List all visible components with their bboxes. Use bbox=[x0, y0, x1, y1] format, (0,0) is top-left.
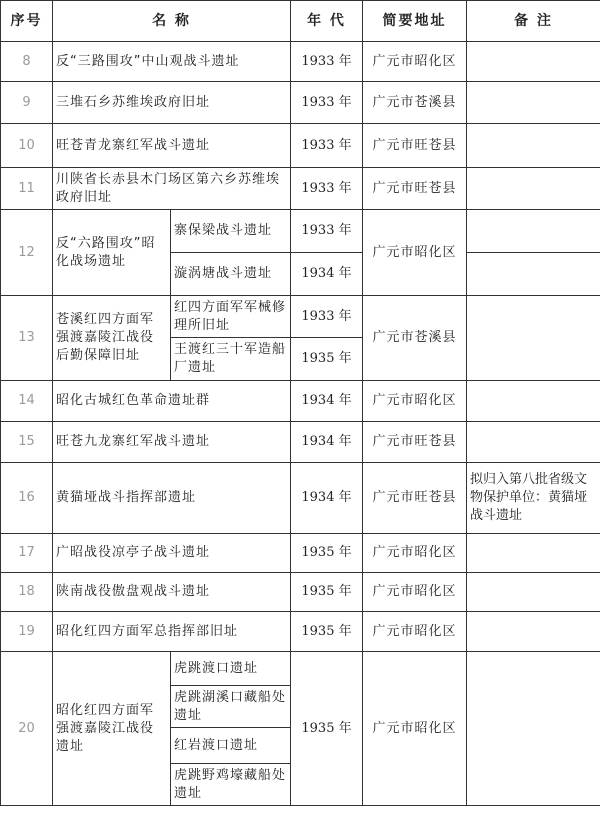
site-address: 广元市昭化区 bbox=[363, 42, 467, 82]
site-remark bbox=[467, 253, 600, 296]
table-row bbox=[1, 573, 600, 612]
table-row bbox=[1, 168, 600, 210]
site-remark bbox=[467, 82, 600, 124]
table-row bbox=[1, 534, 600, 573]
row-number: 13 bbox=[1, 296, 53, 381]
site-year: 1935 年 bbox=[291, 573, 363, 612]
sub-site-year: 1933 年 bbox=[291, 210, 363, 253]
header-year: 年 代 bbox=[291, 1, 363, 42]
table-row bbox=[1, 296, 600, 338]
row-number: 14 bbox=[1, 381, 53, 422]
site-year: 1935 年 bbox=[291, 534, 363, 573]
site-address: 广元市昭化区 bbox=[363, 210, 467, 296]
row-number: 8 bbox=[1, 42, 53, 82]
site-address: 广元市苍溪县 bbox=[363, 296, 467, 381]
row-number: 9 bbox=[1, 82, 53, 124]
site-address: 广元市昭化区 bbox=[363, 381, 467, 422]
table-row bbox=[1, 422, 600, 463]
site-year: 1934 年 bbox=[291, 422, 363, 463]
header-row bbox=[1, 1, 600, 42]
sub-site-name: 王渡红三十军造船厂遗址 bbox=[171, 338, 291, 381]
site-name: 三堆石乡苏维埃政府旧址 bbox=[53, 82, 291, 124]
site-year: 1933 年 bbox=[291, 168, 363, 210]
sub-site-name: 寨保梁战斗遗址 bbox=[171, 210, 291, 253]
site-remark bbox=[467, 652, 600, 806]
site-remark bbox=[467, 612, 600, 652]
site-address: 广元市旺苍县 bbox=[363, 124, 467, 168]
table-row bbox=[1, 210, 600, 253]
table-row bbox=[1, 463, 600, 534]
header-name: 名 称 bbox=[53, 1, 291, 42]
site-name: 反“三路围攻”中山观战斗遗址 bbox=[53, 42, 291, 82]
site-address: 广元市旺苍县 bbox=[363, 168, 467, 210]
site-name: 广昭战役凉亭子战斗遗址 bbox=[53, 534, 291, 573]
table-row bbox=[1, 652, 600, 686]
table-row bbox=[1, 124, 600, 168]
site-remark bbox=[467, 168, 600, 210]
site-name: 黄猫垭战斗指挥部遗址 bbox=[53, 463, 291, 534]
site-address: 广元市昭化区 bbox=[363, 612, 467, 652]
sub-site-name: 红四方面军军械修理所旧址 bbox=[171, 296, 291, 338]
sub-site-year: 1933 年 bbox=[291, 296, 363, 338]
site-group-name: 反“六路围攻”昭化战场遗址 bbox=[53, 210, 171, 296]
row-number: 19 bbox=[1, 612, 53, 652]
site-year: 1934 年 bbox=[291, 381, 363, 422]
site-address: 广元市昭化区 bbox=[363, 573, 467, 612]
site-remark bbox=[467, 422, 600, 463]
site-group-name: 昭化红四方面军强渡嘉陵江战役遗址 bbox=[53, 652, 171, 806]
site-year: 1933 年 bbox=[291, 124, 363, 168]
table-row bbox=[1, 82, 600, 124]
table-row bbox=[1, 42, 600, 82]
site-address: 广元市苍溪县 bbox=[363, 82, 467, 124]
site-name: 陕南战役傲盘观战斗遗址 bbox=[53, 573, 291, 612]
sub-site-year: 1935 年 bbox=[291, 338, 363, 381]
sub-site-name: 红岩渡口遗址 bbox=[171, 728, 291, 764]
row-number: 17 bbox=[1, 534, 53, 573]
header-index: 序号 bbox=[1, 1, 53, 42]
site-address: 广元市昭化区 bbox=[363, 652, 467, 806]
site-remark: 拟归入第八批省级文物保护单位：黄猫垭战斗遗址 bbox=[467, 463, 600, 534]
row-number: 16 bbox=[1, 463, 53, 534]
row-number: 15 bbox=[1, 422, 53, 463]
site-remark bbox=[467, 573, 600, 612]
row-number: 12 bbox=[1, 210, 53, 296]
row-number: 18 bbox=[1, 573, 53, 612]
site-address: 广元市旺苍县 bbox=[363, 422, 467, 463]
sub-site-name: 虎跳渡口遗址 bbox=[171, 652, 291, 686]
site-name: 川陕省长赤县木门场区第六乡苏维埃政府旧址 bbox=[53, 168, 291, 210]
site-year: 1935 年 bbox=[291, 652, 363, 806]
site-name: 昭化红四方面军总指挥部旧址 bbox=[53, 612, 291, 652]
row-number: 10 bbox=[1, 124, 53, 168]
table-row bbox=[1, 381, 600, 422]
sub-site-name: 虎跳湖溪口藏船处遗址 bbox=[171, 686, 291, 728]
table-row bbox=[1, 612, 600, 652]
site-address: 广元市昭化区 bbox=[363, 534, 467, 573]
site-name: 旺苍九龙寨红军战斗遗址 bbox=[53, 422, 291, 463]
site-remark bbox=[467, 42, 600, 82]
sub-site-year: 1934 年 bbox=[291, 253, 363, 296]
site-remark bbox=[467, 124, 600, 168]
site-year: 1933 年 bbox=[291, 82, 363, 124]
sub-site-name: 虎跳野鸡壕藏船处遗址 bbox=[171, 764, 291, 806]
row-number: 11 bbox=[1, 168, 53, 210]
site-year: 1934 年 bbox=[291, 463, 363, 534]
sub-site-name: 漩涡塘战斗遗址 bbox=[171, 253, 291, 296]
site-remark bbox=[467, 296, 600, 381]
header-address: 简要地址 bbox=[363, 1, 467, 42]
site-year: 1933 年 bbox=[291, 42, 363, 82]
site-address: 广元市旺苍县 bbox=[363, 463, 467, 534]
site-remark bbox=[467, 210, 600, 253]
site-remark bbox=[467, 534, 600, 573]
site-remark bbox=[467, 381, 600, 422]
site-year: 1935 年 bbox=[291, 612, 363, 652]
row-number: 20 bbox=[1, 652, 53, 806]
site-group-name: 苍溪红四方面军强渡嘉陵江战役后勤保障旧址 bbox=[53, 296, 171, 381]
site-name: 旺苍青龙寨红军战斗遗址 bbox=[53, 124, 291, 168]
site-name: 昭化古城红色革命遗址群 bbox=[53, 381, 291, 422]
header-remark: 备 注 bbox=[467, 1, 600, 42]
